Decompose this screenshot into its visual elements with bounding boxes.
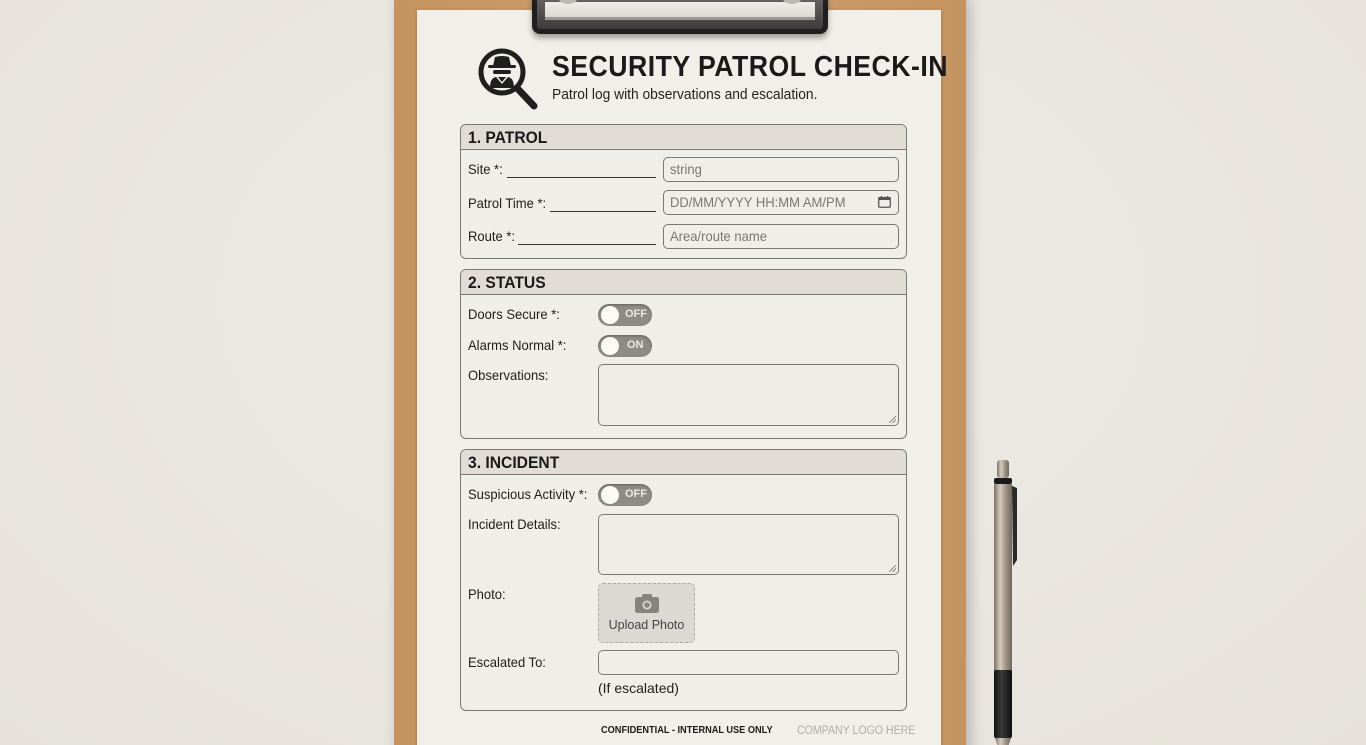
toggle-knob: [601, 306, 619, 324]
doors-secure-toggle[interactable]: [598, 304, 652, 326]
incident-details-textarea[interactable]: [598, 514, 899, 575]
form-title: SECURITY PATROL CHECK-IN: [552, 51, 948, 83]
section-heading: 3. INCIDENT: [461, 450, 906, 475]
site-input[interactable]: string: [663, 157, 899, 182]
calendar-icon[interactable]: [878, 196, 891, 208]
suspicious-activity-toggle[interactable]: [598, 484, 652, 506]
photo-label: Photo:: [468, 586, 506, 602]
route-underline: [518, 244, 656, 245]
upload-photo-label: Upload Photo: [608, 618, 685, 632]
spy-magnifier-icon: [476, 46, 540, 112]
patrol-time-input[interactable]: DD/MM/YYYY HH:MM AM/PM: [663, 190, 899, 215]
patrol-time-underline: [550, 211, 656, 212]
camera-icon: [635, 594, 659, 613]
toggle-state: ON: [627, 339, 644, 351]
observations-textarea[interactable]: [598, 364, 899, 426]
upload-photo-button[interactable]: [598, 583, 695, 643]
confidential-notice: CONFIDENTIAL - INTERNAL USE ONLY: [601, 725, 773, 736]
clipboard-clip: [532, 0, 828, 34]
form-header: [476, 46, 948, 116]
suspicious-activity-label: Suspicious Activity *:: [468, 486, 588, 502]
incident-details-label: Incident Details:: [468, 516, 561, 532]
route-label: Route *:: [468, 228, 516, 244]
pen-decoration: [990, 460, 1024, 745]
site-underline: [507, 177, 656, 178]
patrol-time-label: Patrol Time *:: [468, 195, 547, 211]
toggle-knob: [601, 337, 619, 355]
resize-grip-icon[interactable]: [889, 565, 896, 572]
route-input[interactable]: Area/route name: [663, 224, 899, 249]
doors-secure-label: Doors Secure *:: [468, 306, 560, 322]
site-label: Site *:: [468, 161, 503, 177]
section-heading: 2. STATUS: [461, 270, 906, 295]
alarms-normal-label: Alarms Normal *:: [468, 337, 567, 353]
observations-label: Observations:: [468, 367, 549, 383]
alarms-normal-toggle[interactable]: [598, 335, 652, 357]
toggle-state: OFF: [625, 488, 647, 500]
form-subtitle: Patrol log with observations and escalation.: [552, 86, 818, 103]
resize-grip-icon[interactable]: [889, 416, 896, 423]
section-heading: 1. PATROL: [461, 125, 906, 150]
escalated-to-input[interactable]: [598, 650, 899, 675]
escalated-to-label: Escalated To:: [468, 654, 546, 670]
escalated-to-hint: (If escalated): [598, 680, 679, 696]
toggle-knob: [601, 486, 619, 504]
company-logo-placeholder: COMPANY LOGO HERE: [797, 725, 916, 737]
toggle-state: OFF: [625, 308, 647, 320]
